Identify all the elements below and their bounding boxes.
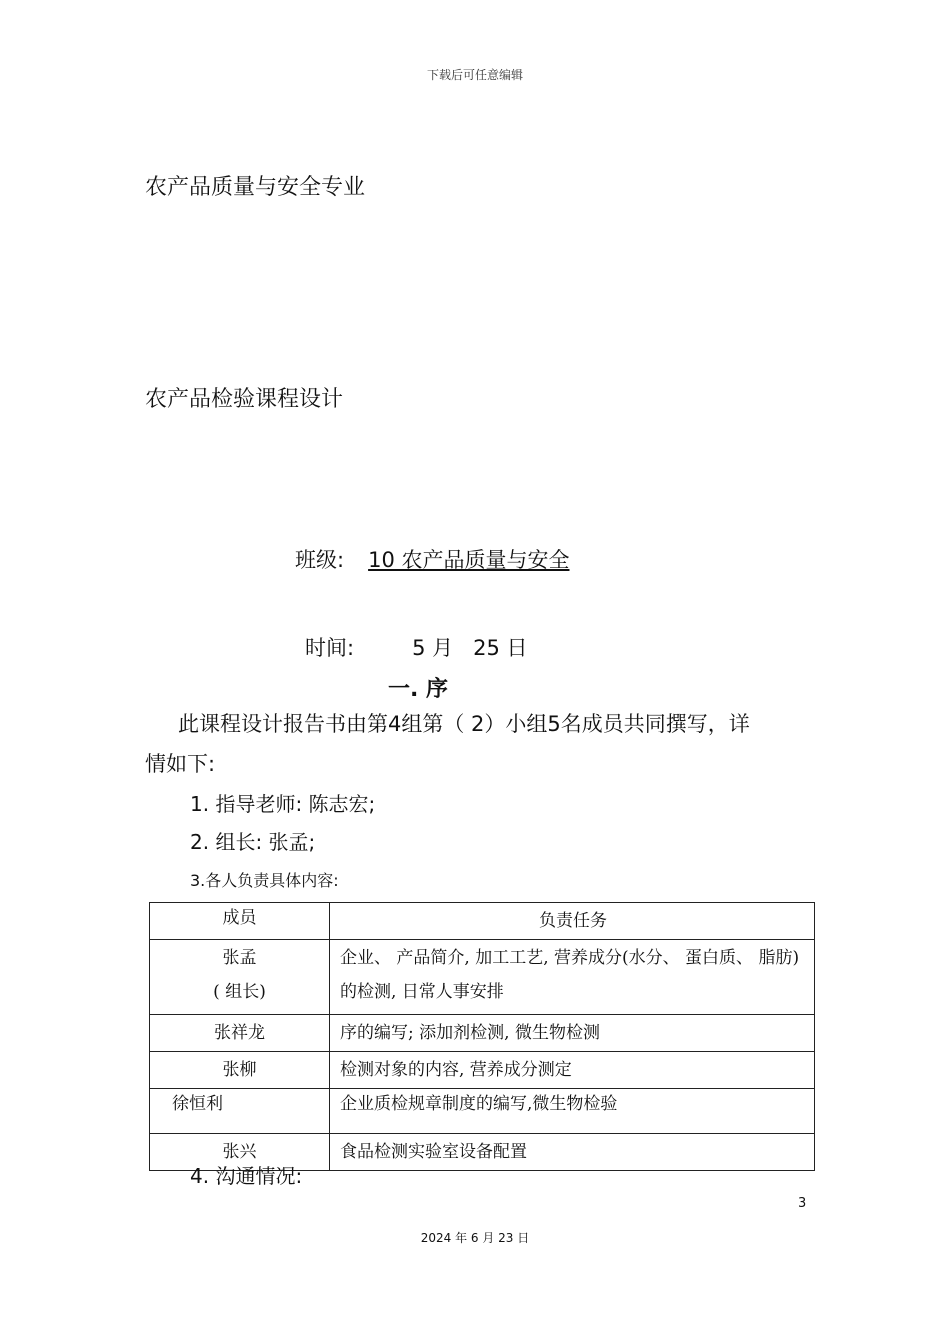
table-header-row: [150, 903, 815, 940]
table-row: [150, 1015, 815, 1052]
member-cell: 张祥龙: [150, 1015, 330, 1052]
member-note: ( 组长): [213, 982, 266, 1002]
footer-date: 2024 年 6 月 23 日: [420, 1231, 530, 1245]
section-title: 一. 序: [388, 677, 449, 702]
task-cell: 检测对象的内容, 营养成分测定: [330, 1052, 815, 1089]
task-cell: 食品检测实验室设备配置: [330, 1134, 815, 1171]
member-cell: 张兴: [150, 1134, 330, 1171]
page-number: 3: [798, 1196, 807, 1211]
intro-line-1: 此课程设计报告书由第4组第（ 2）小组5名成员共同撰写，详: [178, 712, 750, 736]
leader-item: 2. 组长: 张孟;: [190, 830, 316, 854]
class-value: 10 农产品质量与安全: [368, 548, 570, 572]
time-line: [305, 632, 528, 662]
task-cell: 企业质检规章制度的编写,微生物检验: [330, 1089, 815, 1134]
member-cell: 徐恒利: [150, 1089, 330, 1134]
table-header-task: 负责任务: [330, 903, 815, 940]
table-header-member: 成员: [150, 903, 330, 940]
course-title: 农产品检验课程设计: [145, 387, 344, 412]
time-label: 时间:: [305, 636, 355, 660]
advisor-item: 1. 指导老师: 陈志宏;: [190, 792, 376, 816]
major-title: 农产品质量与安全专业: [145, 175, 366, 200]
responsibility-item: 3.各人负责具体内容:: [190, 871, 339, 890]
member-cell: [150, 940, 330, 1015]
time-month: 5 月: [412, 636, 454, 660]
class-line: [295, 544, 569, 574]
time-day: 25 日: [473, 636, 528, 660]
table-row: [150, 1089, 815, 1134]
class-label: 班级:: [295, 548, 345, 572]
intro-line-2: 情如下:: [145, 752, 216, 776]
task-cell: 企业、 产品简介, 加工工艺, 营养成分(水分、 蛋白质、 脂肪)的检测, 日常人事安排: [330, 940, 815, 1015]
communication-item: 4. 沟通情况:: [190, 1164, 303, 1188]
table-row: [150, 940, 815, 1015]
member-name: 张孟: [222, 948, 257, 968]
task-cell: 序的编写; 添加剂检测, 微生物检测: [330, 1015, 815, 1052]
table-row: [150, 1052, 815, 1089]
member-cell: 张柳: [150, 1052, 330, 1089]
page-header-note: 下载后可任意编辑: [426, 68, 523, 82]
responsibility-table: [149, 902, 815, 1171]
